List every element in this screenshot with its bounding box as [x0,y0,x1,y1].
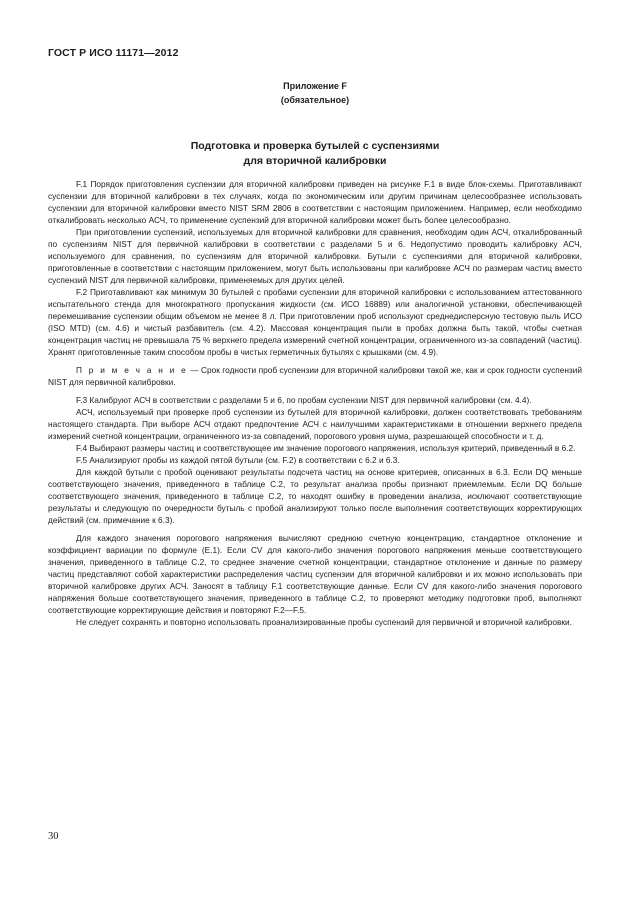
paragraph-f2: F.2 Приготавливают как минимум 30 бутылей с пробами суспензии для вторичной калибровки с использованием аттестованного испытательного стенда для многократного пропускания жидкости (см. ИСО 16889) или аналогичной установки, обеспечивающей перемешивание суспензии общим объемом не менее 8 л. При приготовлении проб используют среднедисперсную тестовую пыль ИСО (ISO MTD) (см. 4.6) и чистый разбавитель (см. 4.2). Массовая концентрация пыли в пробах должна быть такой, чтобы счетная концентрация частиц не превышала 75 % верхнего предела измерений счетной концентрации, ограниченного из-за совпадений (частиц). Хранят приготовленные таким способом пробы в чистых герметичных бутылях с крышками (см. 4.9). [48,287,582,357]
note [48,364,582,388]
paragraph-f5: F.5 Анализируют пробы из каждой пятой бутыли (см. F.2) в соответствии с 6.2 и 6.3. [76,455,400,465]
paragraph-f4: F.4 Выбирают размеры частиц и соответствующее им значение порогового напряжения, используя критерий, приведенный в 6.2. [76,443,576,453]
document-header: ГОСТ Р ИСО 11171—2012 [48,47,179,59]
section-title-line-2: для вторичной калибровки [243,155,387,167]
paragraph-f3-counter: АСЧ, используемый при проверке проб суспензии из бутылей для вторичной калибровки, должен соответствовать требованиям настоящего стандарта. При выборе АСЧ отдают предпочтение АСЧ с наилучшими характеристиками в отношении верхнего предела измерений счетной концентрации, ограниченного из-за совпадений, порогового уровня шума, разрешающей способности и т. д. [48,407,582,441]
section-title [48,139,582,169]
paragraph-f1-comparison: При приготовлении суспензий, используемых для вторичной калибровки для сравнения, необходим один АСЧ, откалиброванный по суспензиям NIST для первичной калибровки в соответствии с разделами 5 и 6. Недопустимо проводить калибровку АСЧ, используемого для сравнения, по суспензиям для вторичной калибровки. Бутыли с суспензиями для вторичной калибровки, приготовленные в соответствии с настоящим приложением, могут быть использованы при калибровке АСЧ по размерам частиц вместо суспензий NIST для первичной калибровки, применяемых для других целей. [48,227,582,285]
note-label: П р и м е ч а н и е [76,365,188,375]
paragraph-f5-reuse: Не следует сохранять и повторно использовать проанализированные пробы суспензий для первичной и вторичной калибровки. [76,617,572,627]
document-body [48,178,582,628]
section-title-line-1: Подготовка и проверка бутылей с суспензиями [190,140,440,152]
paragraph-f5-evaluation: Для каждой бутыли с пробой оценивают результаты подсчета частиц на основе критериев, описанных в 6.3. Если DQ меньше соответствующего значения, приведенного в таблице С.2, то результат анализа пробы признают приемлемым. Если DQ больше соответствующего значения, приведенного в таблице С.2, то находят ошибку в проведении анализа, исключают соответствующие результаты и следующую по очередности бутыль с пробой анализируют только после выполнения соответствующих корректирующих действий (см. примечание к 6.3). [48,467,582,525]
annex-label: Приложение F [283,81,347,91]
paragraph-f1: F.1 Порядок приготовления суспензии для вторичной калибровки приведен на рисунке F.1 в виде блок-схемы. Приготавливают суспензии для вторичной калибровки в тех случаях, когда по экономическим или другим причинам целесообразнее использовать суспензии для вторичной калибровки вместо NIST SRM 2806 в соответствии с настоящим приложением. Например, если необходимо откалибровать несколько АСЧ, то применение суспензий для вторичной калибровки может быть более целесообразно. [48,179,582,225]
note-text: — Срок годности проб суспензии для вторичной калибровки такой же, как и срок годности суспензий NIST для первичной калибровки. [48,365,582,387]
annex-status: (обязательное) [280,95,350,105]
paragraph-f5-statistics: Для каждого значения порогового напряжения вычисляют среднюю счетную концентрацию, стандартное отклонение и коэффициент вариации по формуле (Е.1). Если CV для какого-либо значения порогового напряжения меньше соответствующего значения, приведенного в таблице С.2, то среднее значение счетной концентрации, стандартное отклонение и данные по размеру частиц представляют собой характеристики распределения частиц суспензии для вторичной калибровки и их можно использовать при вторичной калибровке других АСЧ. Заносят в таблицу F.1 соответствующие данные. Если CV для какого-либо значения порогового напряжения больше соответствующего значения, приведенного в таблице С.2, то проверяют методику подготовки проб, выполняют соответствующие корректирующие действия и повторяют F.2—F.5. [48,533,582,615]
page-number: 30 [48,831,59,842]
annex-heading [48,79,582,107]
paragraph-f3: F.3 Калибруют АСЧ в соответствии с разделами 5 и 6, по пробам суспензии NIST для первичной калибровки (см. 4.4). [76,395,532,405]
